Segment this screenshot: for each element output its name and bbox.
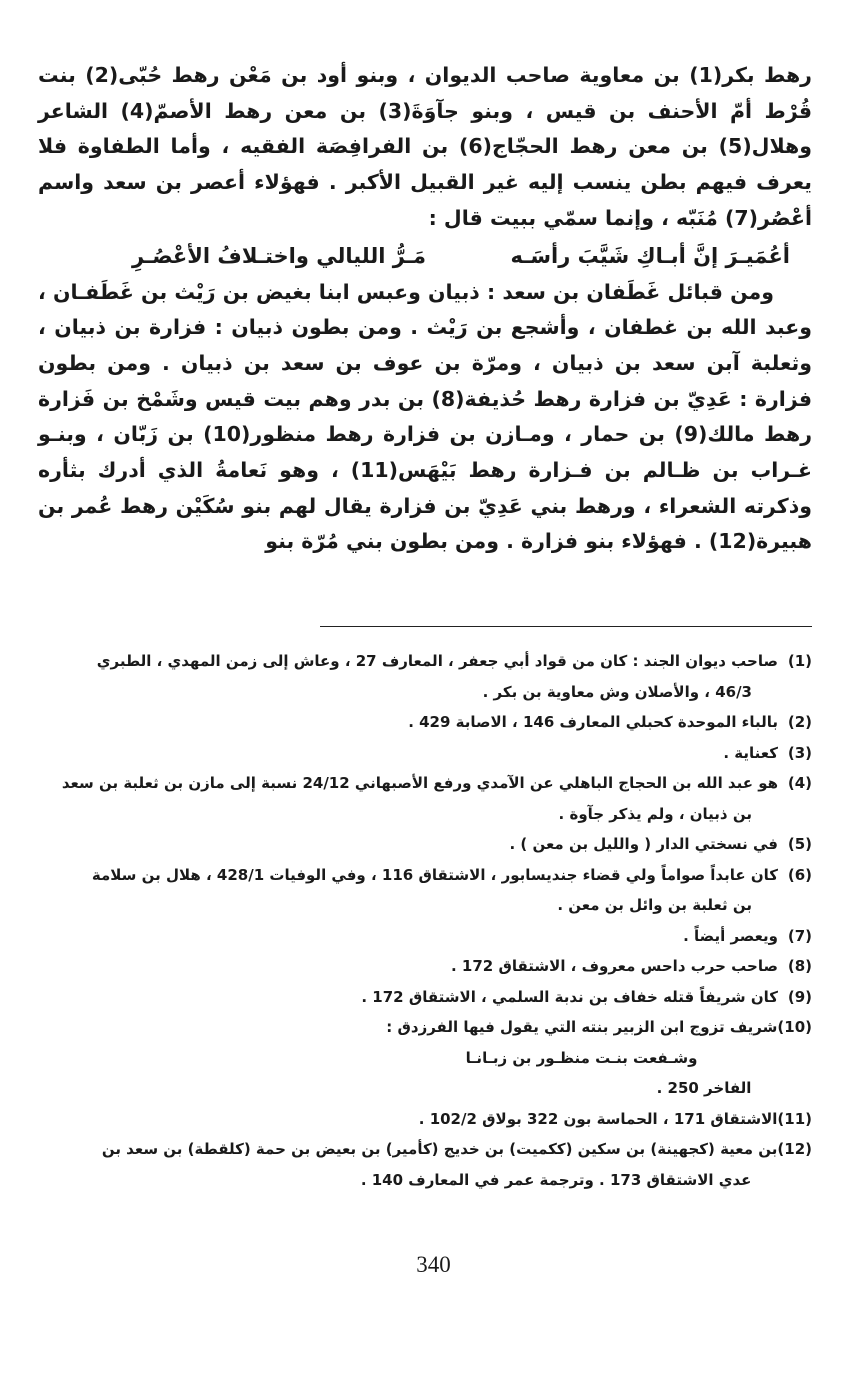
footnote-number: (6) bbox=[787, 865, 812, 884]
footnote-line: ويعصر أيضاً . bbox=[683, 926, 778, 945]
footnote-11 bbox=[40, 1104, 812, 1135]
footnote-number: (12) bbox=[777, 1140, 812, 1158]
footnote-3 bbox=[40, 738, 812, 769]
paragraph-1: رهط بكر(1) بن معاوية صاحب الديوان ، وبنو أود بن مَعْن رهط حُبّى(2) بنت قُرْط أمّ الأحنف بن قيس ، وبنو جآوَةَ(3) بن معن رهط الأصمّ(4) الشاعر وهلال(5) بن معن رهط الحجّاج(6) بن الفرافِصَة الفقيه ، وأما الطفاوة فلا يعرف فيهم بطن ينسب إليه غير القبيل الأكبر . فهؤلاء أعصر بن سعد واسم أعْصُر(7) مُنَبّه ، وإنما سمّي ببيت قال : bbox=[38, 63, 813, 230]
footnote-separator bbox=[320, 626, 812, 627]
footnote-number: (2) bbox=[787, 713, 812, 731]
footnote-number: (8) bbox=[787, 957, 812, 975]
footnote-line: كان عابداً صواماً ولي قضاء جنديسابور ، الاشتقاق 116 ، وفي الوفيات 428/1 ، هلال بن سلامة bbox=[91, 865, 778, 884]
footnote-verse: وشـفعت بنـت منظـور بن زبـانـا bbox=[465, 1048, 698, 1067]
poetry-verse bbox=[38, 237, 812, 275]
footnote-number: (1) bbox=[787, 652, 812, 670]
verse-second-hemistich: مَـرُّ الليالي واختـلافُ الأعْصُـرِ bbox=[132, 243, 427, 268]
footnote-5 bbox=[40, 829, 812, 860]
footnote-line: عدي الاشتقاق 173 . وترجمة عمر في المعارف 140 . bbox=[360, 1170, 752, 1189]
footnote-number: (10) bbox=[777, 1018, 812, 1036]
footnote-2 bbox=[40, 707, 812, 738]
footnote-line: صاحب ديوان الجند : كان من قواد أبي جعفر ، المعارف 27 ، وعاش إلى زمن المهدي ، الطبري bbox=[96, 652, 778, 670]
footnote-6 bbox=[40, 860, 812, 921]
footnote-line: بن معية (كجهينة) بن سكين (ككميت) بن خديج (كأمير) بن بعيض بن حمة (كلقطة) بن سعد بن bbox=[101, 1140, 778, 1158]
footnote-9 bbox=[40, 982, 812, 1013]
footnote-number: (3) bbox=[787, 743, 812, 762]
footnote-line: بن ثعلبة بن وائل بن معن . bbox=[557, 896, 752, 914]
footnote-12 bbox=[40, 1134, 812, 1195]
main-text bbox=[38, 58, 812, 560]
footnote-line: 46/3 ، والأصلان وش معاوية بن بكر . bbox=[482, 682, 752, 701]
footnote-number: (7) bbox=[787, 926, 812, 945]
footnote-line: بالباء الموحدة كحبلي المعارف 146 ، الاصابة 429 . bbox=[408, 713, 778, 731]
verse-first-hemistich: أعُمَيـرَ إنَّ أبـاكِ شَيَّبَ رأسَـه bbox=[510, 243, 790, 268]
footnote-line: هو عبد الله بن الحجاج الباهلي عن الآمدي ورفع الأصبهاني 24/12 نسبة إلى مازن بن ثعلبة بن سعد bbox=[61, 774, 778, 792]
footnote-line: بن ذبيان ، ولم يذكر جآوة . bbox=[558, 804, 752, 823]
footnote-10 bbox=[40, 1012, 812, 1104]
footnotes bbox=[40, 646, 812, 1195]
footnote-4 bbox=[40, 768, 812, 829]
footnote-8 bbox=[40, 951, 812, 982]
footnote-line: كعناية . bbox=[723, 743, 778, 762]
footnote-number: (4) bbox=[787, 774, 812, 792]
page-number: 340 bbox=[416, 1252, 451, 1277]
footnote-7 bbox=[40, 921, 812, 952]
footnote-line: صاحب حرب داحس معروف ، الاشتقاق 172 . bbox=[450, 957, 778, 975]
footnote-number: (9) bbox=[787, 987, 812, 1006]
paragraph-2: ومن قبائل غَطَفان بن سعد : ذبيان وعبس ابنا بغيض بن رَيْث بن غَطَفـان ، وعبد الله بن غطفان ، وأشجع بن رَيْث . ومن بطون ذبيان : فزارة بن ذبيان ، وثعلبة آبن سعد بن ذبيان ، ومرّة بن عوف بن سعد بن ذبيان . ومن بطون فزارة : عَدِيّ بن فزارة رهط حُذيفة(8) بن بدر وهم بيت قيس وشَمْخ بن فَزارة رهط مالك(9) بن حمار ، ومـازن بن فزارة رهط منظور(10) بن زَبّان ، وبنـو غـراب بن ظـالم بن فـزارة رهط بَيْهَس(11) ، وهو نَعامةُ الذي أدرك بثأره وذكرته الشعراء ، ورهط بني عَدِيّ بن فزارة يقال لهم بنو سُكَيْن رهط عُمر بن هبيرة(12) . فهؤلاء بنو فزارة . ومن بطون بني مُرّة بنو bbox=[38, 279, 813, 554]
footnote-number: (5) bbox=[787, 835, 812, 853]
footnote-reference: الفاخر 250 . bbox=[656, 1079, 752, 1097]
footnote-line: كان شريفاً قتله خفاف بن ندبة السلمي ، الاشتقاق 172 . bbox=[361, 987, 778, 1006]
footnote-line: في نسختي الدار ( والليل بن معن ) . bbox=[509, 835, 778, 853]
footnote-number: (11) bbox=[777, 1109, 812, 1128]
footnote-line: الاشتقاق 171 ، الحماسة بون 322 بولاق 102/2 . bbox=[418, 1109, 778, 1128]
footnote-1 bbox=[40, 646, 812, 707]
footnote-line: شريف تزوج ابن الزبير بنته التي يقول فيها الفرزدق : bbox=[386, 1018, 778, 1036]
